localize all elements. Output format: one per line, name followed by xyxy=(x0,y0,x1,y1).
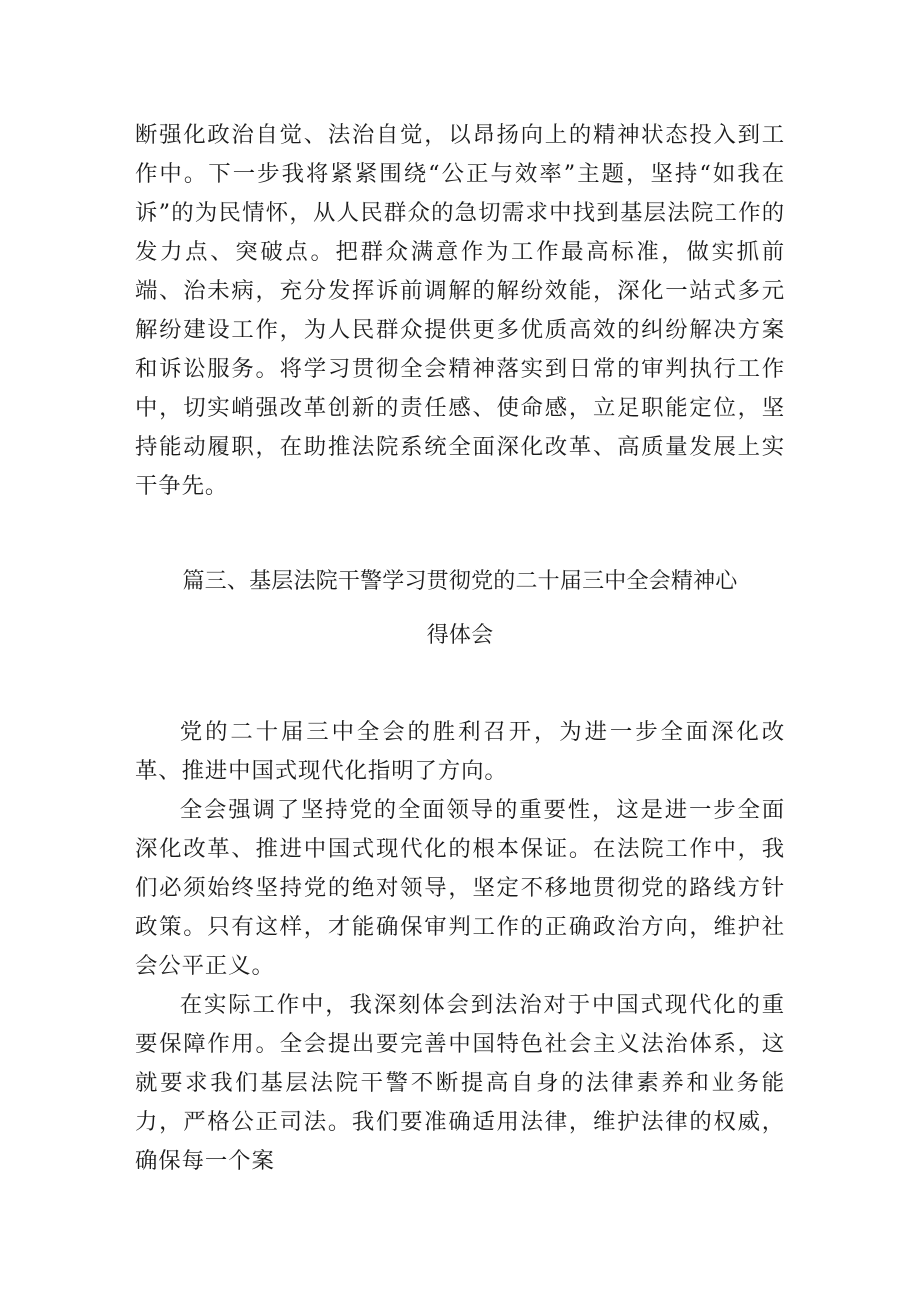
section-heading xyxy=(135,555,785,663)
section-heading-line-2: 得体会 xyxy=(426,623,494,648)
body-paragraph: 在实际工作中，我深刻体会到法治对于中国式现代化的重要保障作用。全会提出要完善中国特色社会主义法治体系，这就要求我们基层法院干警不断提高自身的法律素养和业务能力，严格公正司法。我们要准确适用法律，维护法律的权威，确保每一个案 xyxy=(135,992,785,1174)
continuation-paragraph: 断强化政治自觉、法治自觉，以昂扬向上的精神状态投入到工作中。下一步我将紧紧围绕“公正与效率”主题，坚持“如我在诉”的为民情怀，从人民群众的急切需求中找到基层法院工作的发力点、突破点。把群众满意作为工作最高标准，做实抓前端、治未病，充分发挥诉前调解的解纷效能，深化一站式多元解纷建设工作，为人民群众提供更多优质高效的纠纷解决方案和诉讼服务。将学习贯彻全会精神落实到日常的审判执行工作中，切实峭强改革创新的责任感、使命感，立足职能定位，坚持能动履职，在助推法院系统全面深化改革、高质量发展上实干争先。 xyxy=(135,122,785,499)
section-heading-line-1: 篇三、基层法院干警学习贯彻党的二十届三中全会精神心 xyxy=(182,569,738,594)
section-body xyxy=(135,713,785,1181)
body-paragraph: 全会强调了坚持党的全面领导的重要性，这是进一步全面深化改革、推进中国式现代化的根本保证。在法院工作中，我们必须始终坚持党的绝对领导，坚定不移地贯彻党的路线方针政策。只有这样，才能确保审判工作的正确政治方向，维护社会公平正义。 xyxy=(135,797,785,979)
body-paragraph: 党的二十届三中全会的胜利召开，为进一步全面深化改革、推进中国式现代化指明了方向。 xyxy=(135,719,785,784)
